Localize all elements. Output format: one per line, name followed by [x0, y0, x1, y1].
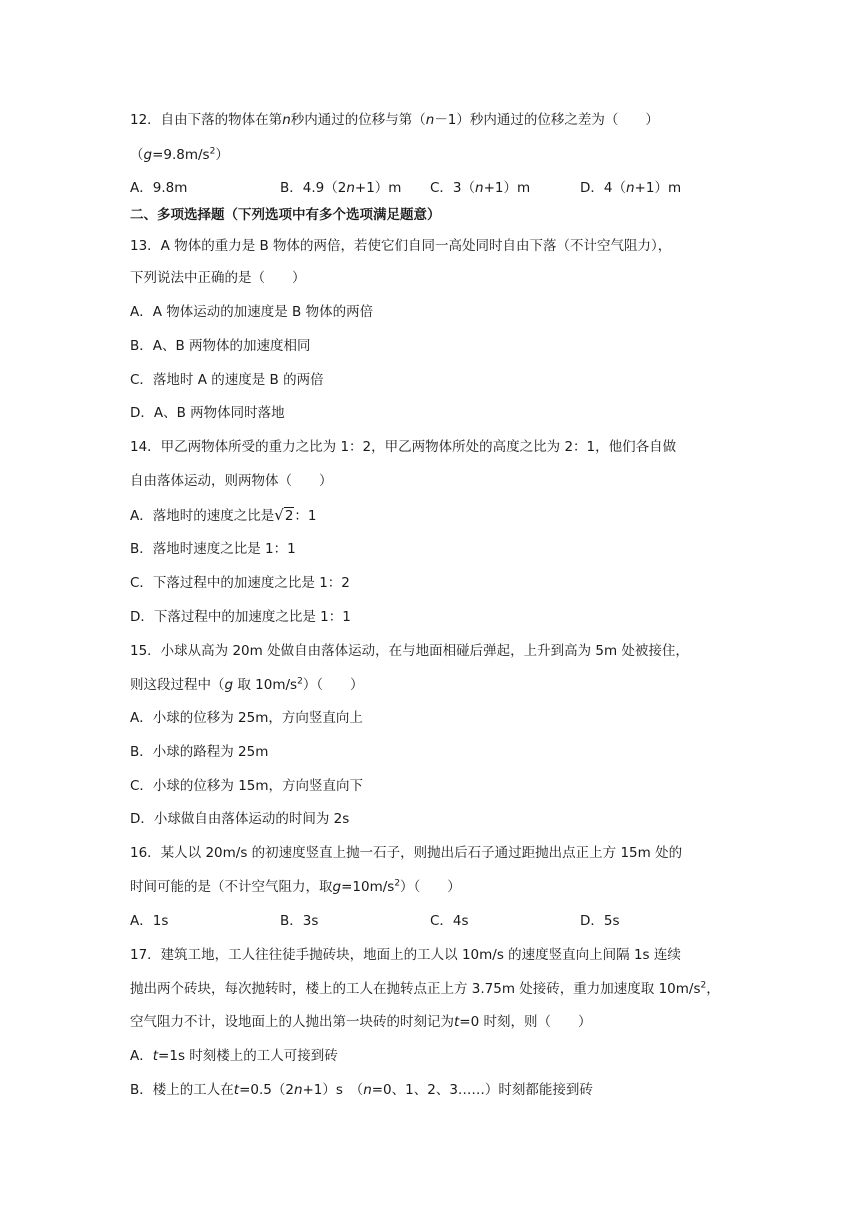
q17-option-b-post: =0、1、2、3……）时刻都能接到砖 [371, 1082, 593, 1098]
q17-option-a-t: t [152, 1048, 159, 1064]
q12-option-b-tail: +1）m [354, 180, 402, 196]
q16-g-exp: 2 [394, 878, 401, 889]
sqrt-symbol: √2 [274, 506, 294, 524]
q12-stem-text-3: －1）秒内通过的位移之差为（ ） [434, 112, 659, 128]
q12-stem-text: 12．自由下落的物体在第 [130, 112, 283, 128]
q12-option-b-var: n [346, 180, 355, 196]
q15-stem-2 [130, 675, 364, 695]
q16-g-var: g [332, 879, 342, 895]
q14-option-a [130, 505, 317, 526]
q13-option-d: D．A、B 两物体同时落地 [130, 405, 285, 421]
q13-option-a: A．A 物体运动的加速度是 B 物体的两倍 [130, 304, 374, 320]
q17-option-b-pre: B．楼上的工人在 [130, 1082, 234, 1098]
q13-stem-1: 13．A 物体的重力是 B 物体的两倍，若使它们自同一高处同时自由下落（不计空气阻力）， [130, 238, 672, 254]
q12-options [130, 178, 730, 198]
q17-option-a [130, 1046, 338, 1066]
q15-option-c: C．小球的位移为 15m，方向竖直向下 [130, 778, 364, 794]
q17-stem-3-pre: 空气阻力不计，设地面上的人抛出第一块砖的时刻记为 [130, 1014, 454, 1030]
q12-option-a: A．9.8m [130, 180, 188, 196]
section-title: 二、多项选择题（下列选项中有多个选项满足题意） [130, 207, 441, 223]
q14-option-b: B．落地时速度之比是 1：1 [130, 541, 296, 557]
q15-stem-2-pre: 则这段过程中（ [130, 677, 225, 693]
q14-option-a-post: ：1 [294, 508, 317, 524]
q16-stem-2 [130, 877, 461, 897]
q15-option-b: B．小球的路程为 25m [130, 744, 269, 760]
q16-stem-2-post: ）（ ） [400, 879, 461, 895]
q17-option-b-n2: n [363, 1082, 372, 1098]
q13-stem-2: 下列说法中正确的是（ ） [130, 270, 306, 286]
q12-option-d [580, 178, 681, 198]
q12-g-exp: 2 [209, 146, 216, 157]
q15-option-a: A．小球的位移为 25m，方向竖直向上 [130, 710, 363, 726]
q16-option-d: D．5s [580, 913, 620, 929]
q12-option-c-var: n [475, 180, 484, 196]
q12-g-open: （ [130, 147, 144, 163]
q17-stem-3-post: =0 时刻，则（ ） [459, 1014, 592, 1030]
q17-stem-3 [130, 1012, 592, 1032]
q12-var-n: n [282, 112, 291, 128]
q16-stem-2-pre: 时间可能的是（不计空气阻力，取 [130, 879, 333, 895]
q16-stem-1: 16．某人以 20m/s 的初速度竖直上抛一石子，则抛出后石子通过距抛出点正上方 15m 处的 [130, 845, 683, 861]
q15-option-d: D．小球做自由落体运动的时间为 2s [130, 811, 350, 827]
q14-option-a-pre: A．落地时的速度之比是 [130, 508, 275, 524]
q12-option-c [430, 178, 530, 198]
q13-option-b: B．A、B 两物体的加速度相同 [130, 338, 311, 354]
q15-g-value: 取 10m/s [233, 677, 298, 693]
q15-stem-2-post: ）（ ） [302, 677, 364, 693]
q14-option-a-radicand: 2 [284, 508, 294, 524]
q12-option-d-var: n [625, 180, 635, 196]
q17-option-a-post: =1s 时刻楼上的工人可接到砖 [158, 1048, 338, 1064]
q13-option-c: C．落地时 A 的速度是 B 的两倍 [130, 372, 324, 388]
q17-option-b-mid2: +1）s （ [302, 1082, 364, 1098]
q12-option-c-pre: C．3（ [430, 180, 476, 196]
q12-stem-text-2: 秒内通过的位移与第（ [290, 112, 426, 128]
q12-option-d-pre: D．4（ [580, 180, 626, 196]
q12-option-d-tail: +1）m [634, 180, 682, 196]
q16-option-b: B．3s [280, 913, 319, 929]
q16-g-value: =10m/s [341, 879, 395, 895]
q16-option-a: A．1s [130, 913, 169, 929]
q12-option-b [280, 178, 401, 198]
q12-option-b-pre: B．4.9（2 [280, 180, 347, 196]
q12-g-value: =9.8m/s [152, 147, 210, 163]
q14-stem-1: 14．甲乙两物体所受的重力之比为 1：2，甲乙两物体所处的高度之比为 2：1，他们各自做 [130, 439, 677, 455]
q16-options [130, 911, 730, 931]
q12-g-var: g [143, 147, 153, 163]
q12-var-n2: n [425, 112, 435, 128]
q17-stem-1: 17．建筑工地，工人往往徒手抛砖块，地面上的工人以 10m/s 的速度竖直向上间隔 1s 连续 [130, 947, 681, 963]
q12-g-close: ） [215, 147, 229, 163]
q17-option-b-mid: =0.5（2 [239, 1082, 294, 1098]
q15-g-var: g [224, 677, 234, 693]
q17-g-exp: 2 [700, 980, 707, 991]
q15-stem-1: 15．小球从高为 20m 处做自由落体运动，在与地面相碰后弹起，上升到高为 5m 处被接住， [130, 643, 689, 659]
q17-stem-2 [130, 979, 720, 999]
q17-t-var: t [454, 1014, 460, 1030]
q14-option-c: C．下落过程中的加速度之比是 1：2 [130, 575, 350, 591]
q17-option-b [130, 1080, 593, 1100]
q12-option-c-tail: +1）m [483, 180, 531, 196]
q17-option-b-n: n [293, 1082, 303, 1098]
q12-g-note [130, 145, 229, 165]
q17-option-b-t: t [233, 1082, 240, 1098]
q16-option-c: C．4s [430, 913, 469, 929]
q17-stem-2-end: ， [706, 981, 720, 997]
q12-stem [130, 110, 659, 130]
q17-option-a-pre: A． [130, 1048, 153, 1064]
q14-option-d: D．下落过程中的加速度之比是 1：1 [130, 609, 351, 625]
q17-stem-2-text: 抛出两个砖块，每次抛转时，楼上的工人在抛转点正上方 3.75m 处接砖，重力加速度取 10m/s [130, 981, 701, 997]
q15-g-exp: 2 [297, 676, 303, 687]
q14-stem-2: 自由落体运动，则两物体（ ） [130, 473, 333, 489]
